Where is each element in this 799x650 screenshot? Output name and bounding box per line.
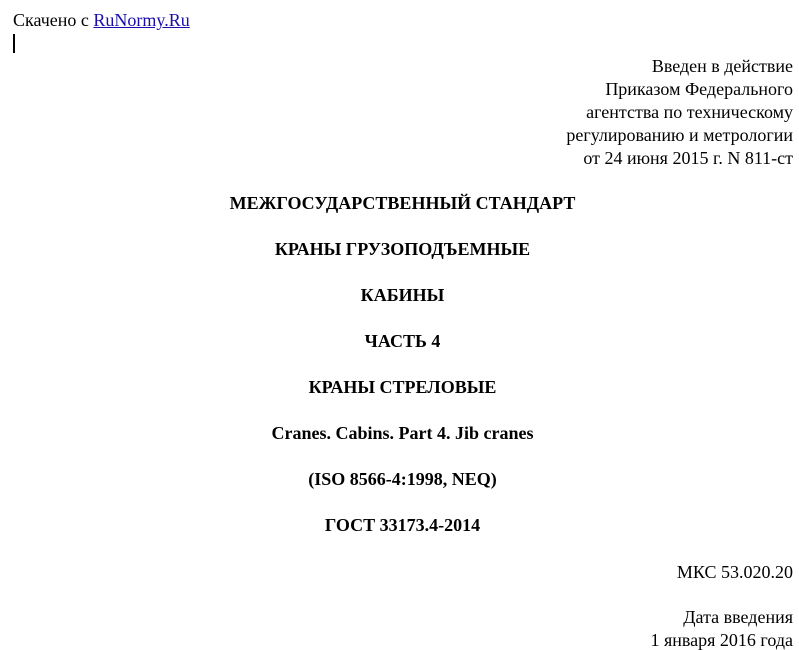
text-cursor xyxy=(13,34,15,53)
mks-code: МКС 53.020.20 xyxy=(676,562,793,582)
document-part: ЧАСТЬ 4 xyxy=(364,331,441,351)
document-title-sub: КАБИНЫ xyxy=(360,285,445,305)
document-part-title: КРАНЫ СТРЕЛОВЫЕ xyxy=(308,377,497,397)
approval-line: агентства по техническому xyxy=(586,102,793,122)
english-title: Cranes. Cabins. Part 4. Jib cranes xyxy=(271,423,534,443)
approval-block xyxy=(566,55,793,170)
approval-line: от 24 июня 2015 г. N 811-ст xyxy=(583,148,793,168)
approval-line: Введен в действие xyxy=(651,56,793,76)
gost-number: ГОСТ 33173.4-2014 xyxy=(324,515,481,535)
source-line xyxy=(13,8,190,32)
approval-line: Приказом Федерального xyxy=(605,79,793,99)
approval-line: регулированию и метрологии xyxy=(566,125,793,145)
document-title-main: КРАНЫ ГРУЗОПОДЪЕМНЫЕ xyxy=(274,239,531,259)
standard-type-heading: МЕЖГОСУДАРСТВЕННЫЙ СТАНДАРТ xyxy=(229,193,576,213)
source-link[interactable]: RuNormy.Ru xyxy=(93,10,190,30)
iso-reference: (ISO 8566-4:1998, NEQ) xyxy=(308,469,497,489)
intro-date-label: Дата введения xyxy=(683,607,793,627)
source-prefix: Скачено с xyxy=(13,10,89,30)
intro-date: 1 января 2016 года xyxy=(650,630,793,650)
